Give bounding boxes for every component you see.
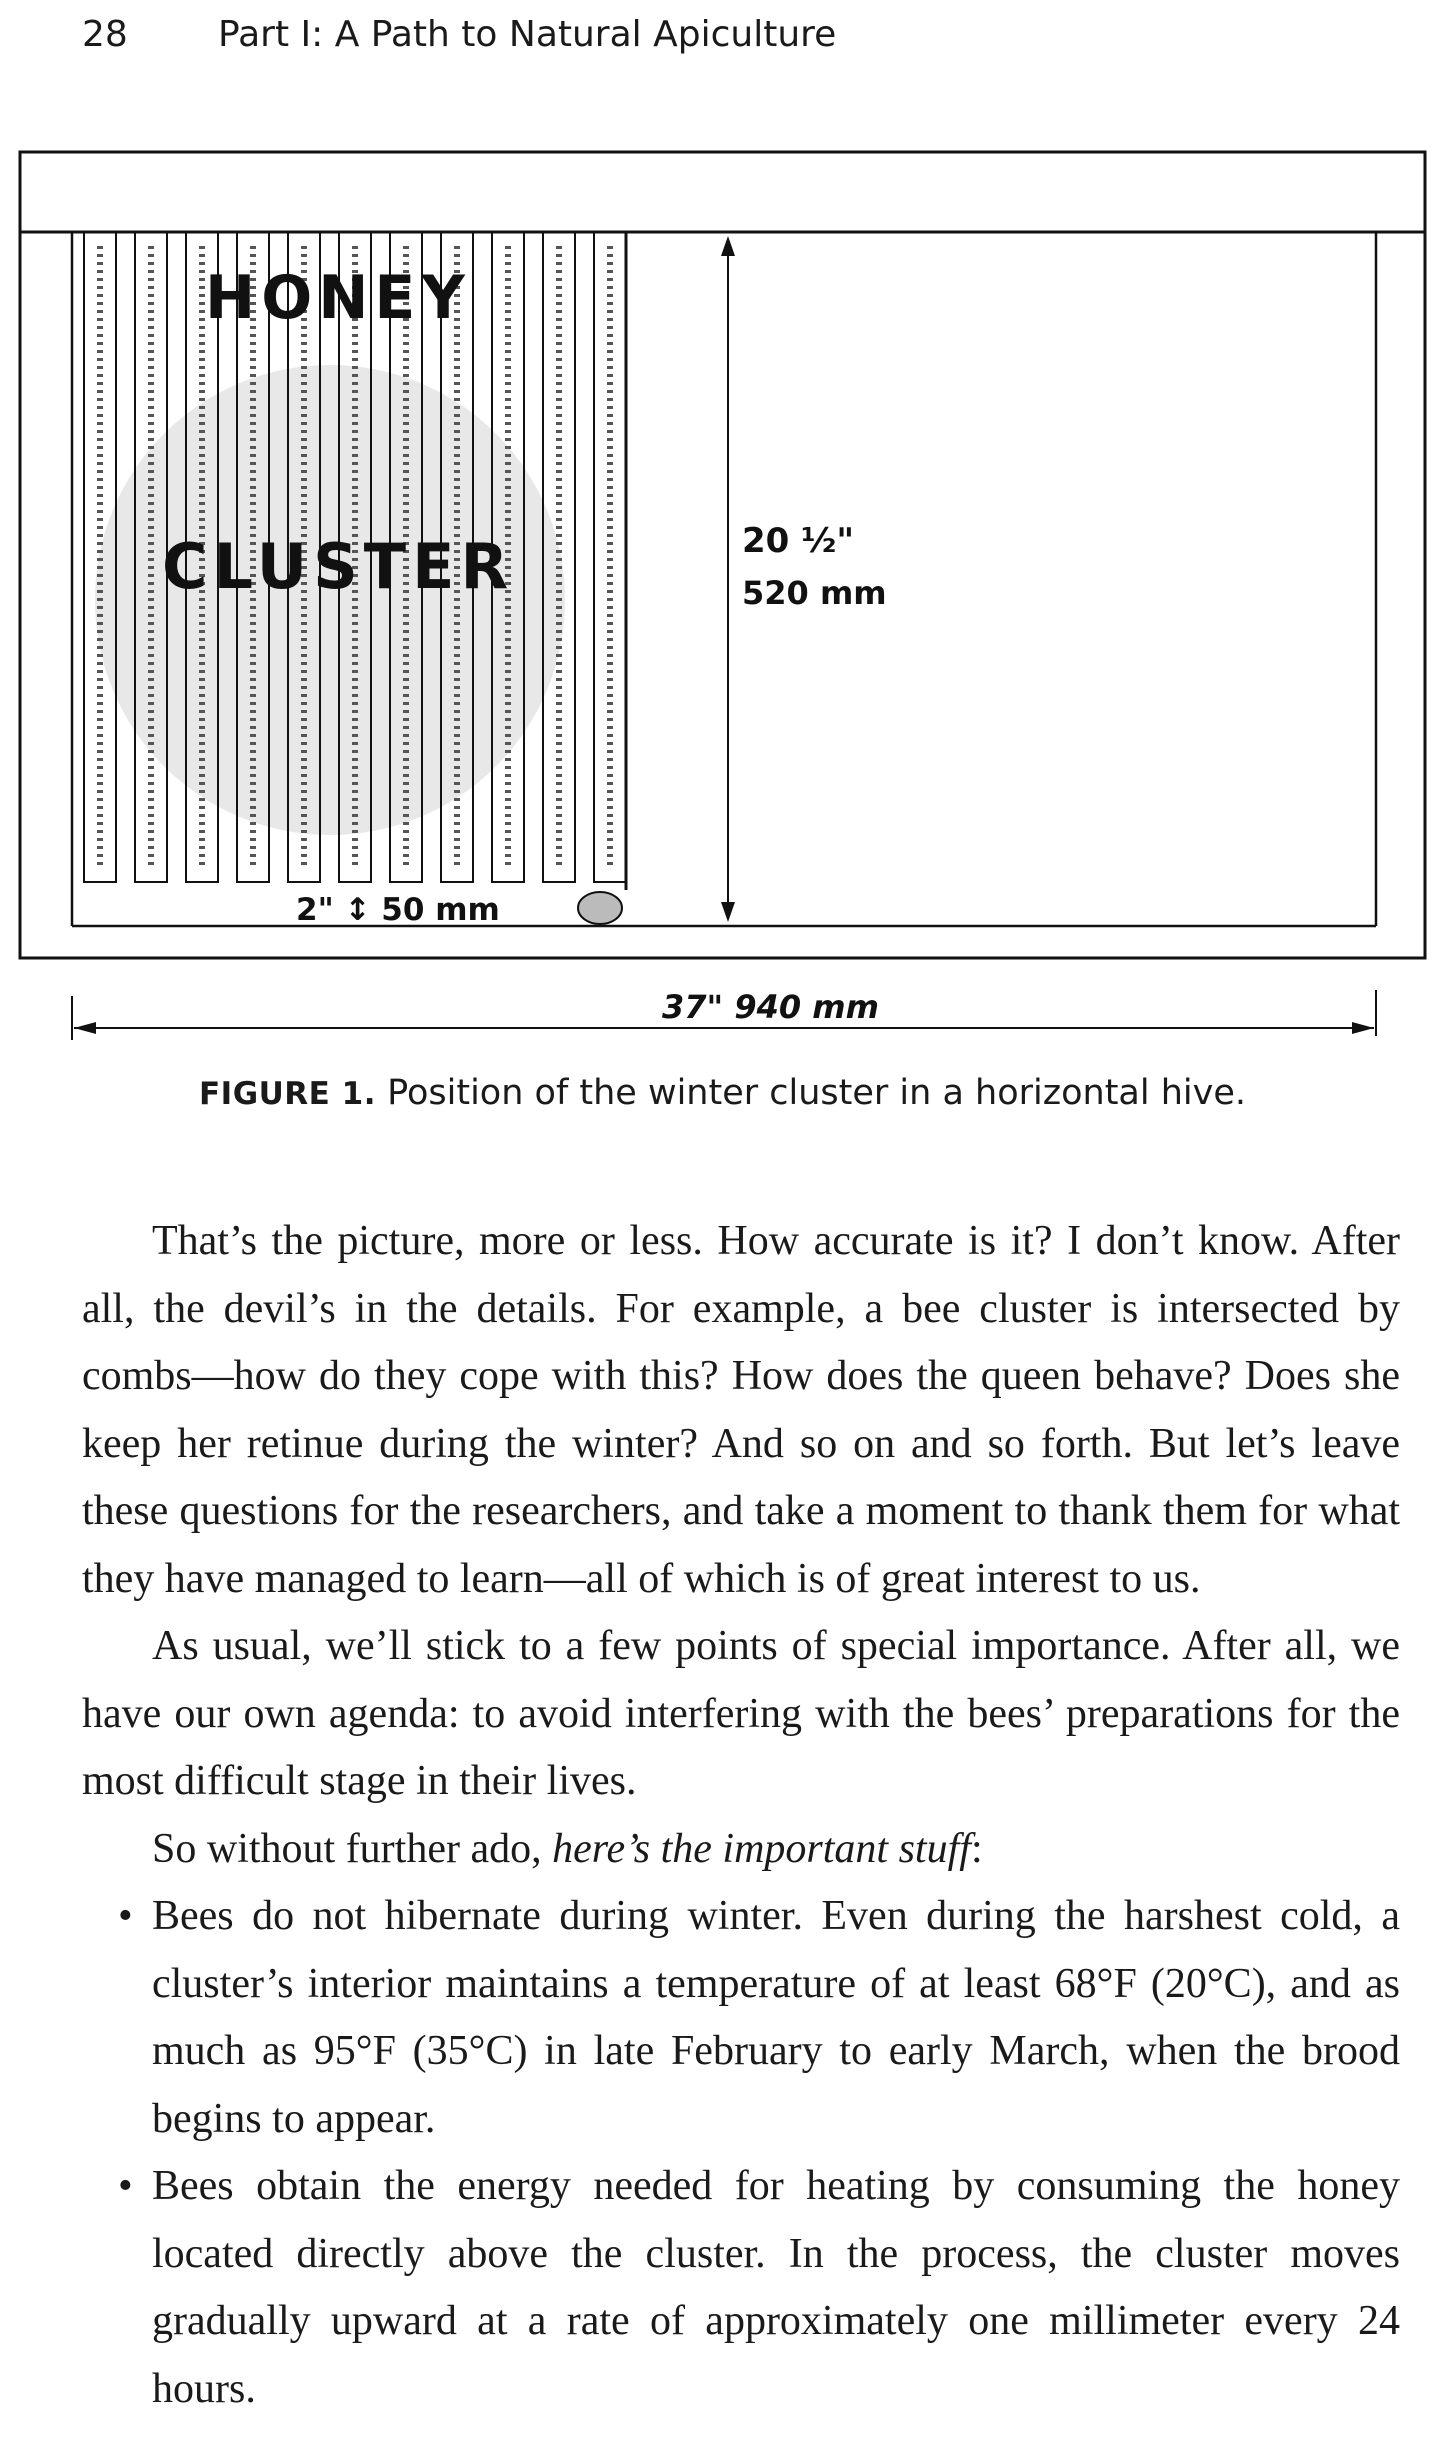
list-item xyxy=(82,1883,1400,2153)
bullet-marker: • xyxy=(118,1893,133,1939)
list-item xyxy=(82,2153,1400,2423)
height-arrow-bottom xyxy=(721,902,735,922)
figure-caption xyxy=(0,1073,1445,1113)
bullet-text: Bees obtain the energy needed for heating by consuming the honey located directly above the cluster. In the process, the cluster moves gradually upward at a rate of approximately one millimeter every 24 hours. xyxy=(152,2163,1400,2412)
body-text xyxy=(82,1208,1400,2423)
length-label: 37" 940 mm xyxy=(662,988,879,1026)
page-number: 28 xyxy=(82,14,128,55)
paragraph-3-tail: : xyxy=(970,1825,983,1872)
length-arrow-left xyxy=(74,1022,96,1034)
hive-figure xyxy=(0,130,1445,1060)
bullet-marker: • xyxy=(118,2163,133,2209)
paragraph-1: That’s the picture, more or less. How accurate is it? I don’t know. After all, the devil’s in the details. For example, a bee cluster is intersected by combs—how do they cope with this? How does the queen behave? Does she keep her retinue during the winter? And so on and so forth. But let’s leave these questions for the researchers, and take a moment to thank them for what they have managed to learn—all of which is of great interest to us. xyxy=(82,1218,1400,1602)
height-inches: 20 ½" xyxy=(742,521,855,561)
figure-label: FIGURE 1. xyxy=(198,1076,376,1112)
paragraph-3-lead: So without further ado, xyxy=(152,1825,553,1872)
length-arrow-right xyxy=(1352,1022,1374,1034)
running-title: Part I: A Path to Natural Apiculture xyxy=(218,14,837,55)
paragraph-3-emphasis: here’s the important stuff xyxy=(552,1825,971,1872)
paragraph-3 xyxy=(82,1816,1400,1884)
bullet-text: Bees do not hibernate during winter. Even during the harshest cold, a cluster’s interior maintains a temperature of at least 68°F (20°C), and as much as 95°F (35°C) in late February to early March, when the brood begins to appear. xyxy=(152,1893,1400,2142)
bullet-list xyxy=(82,1883,1400,2423)
height-arrow-top xyxy=(721,236,735,256)
entrance-plug xyxy=(578,892,622,924)
honey-label: HONEY xyxy=(205,263,471,333)
paragraph-2: As usual, we’ll stick to a few points of special importance. After all, we have our own agenda: to avoid interfering with the bees’ preparations for the most difficult stage in their lives. xyxy=(82,1623,1400,1804)
cluster-label: CLUSTER xyxy=(162,530,515,603)
figure-caption-text: Position of the winter cluster in a horizontal hive. xyxy=(376,1073,1246,1113)
height-mm: 520 mm xyxy=(742,574,887,612)
frame-spacing-label: 2" ↕ 50 mm xyxy=(296,892,500,928)
hive-diagram xyxy=(0,130,1445,1060)
